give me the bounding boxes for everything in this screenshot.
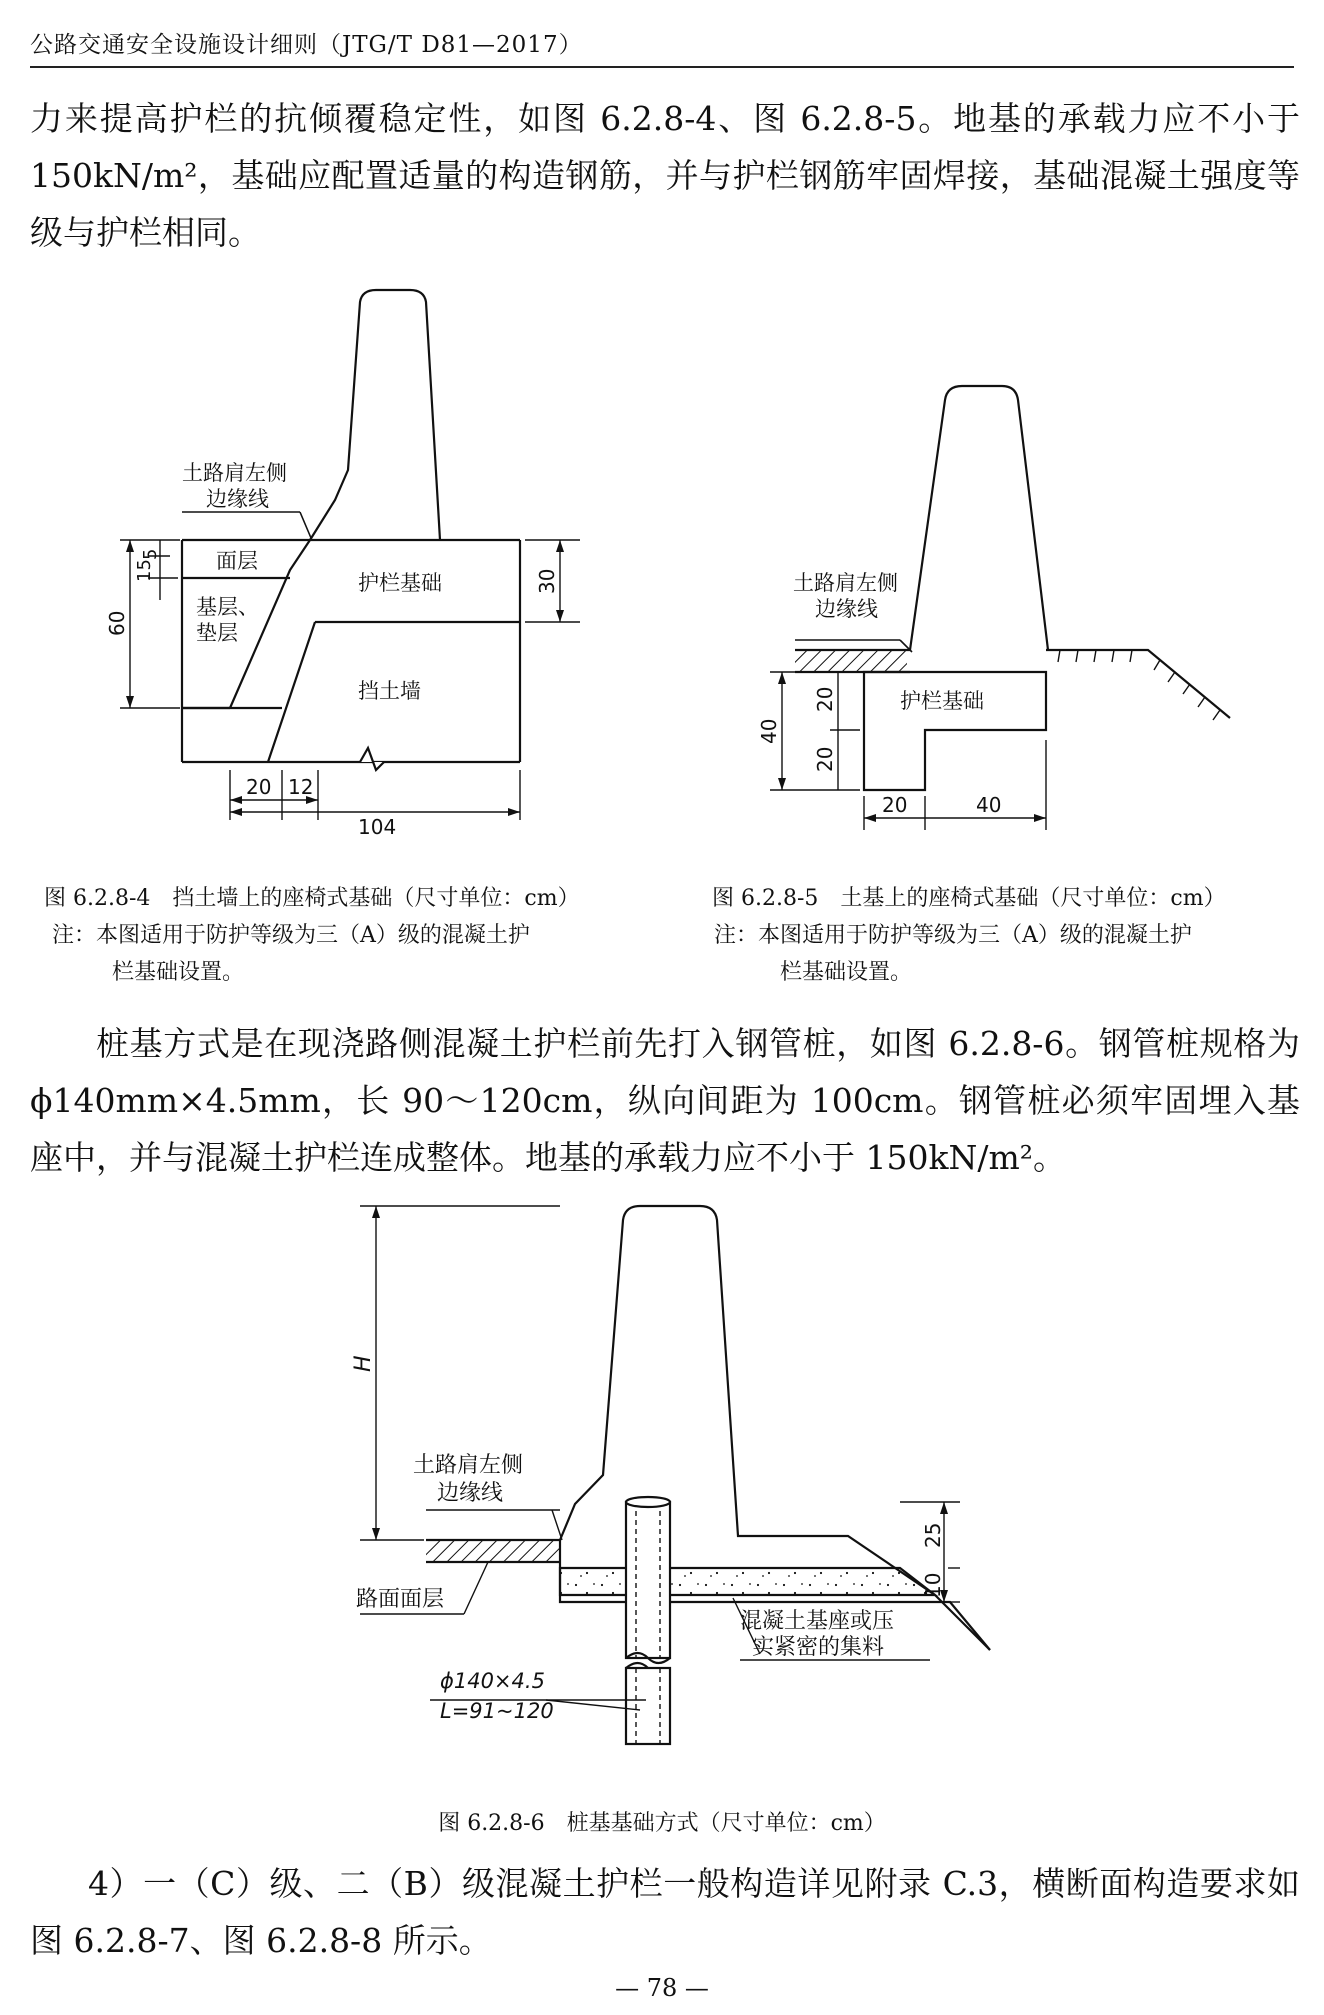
fig5-dim-40b: 40 [976,793,1002,817]
fig6-pavement-label: 路面面层 [356,1587,445,1612]
fig4-dim-15: 15 [134,559,155,582]
fig4-note-1: 注：本图适用于防护等级为三（A）级的混凝土护 [52,923,530,948]
fig6-pipe-spec-2: L=91~120 [440,1699,554,1723]
fig4-note-2: 栏基础设置。 [112,960,245,985]
fig5-dim-20c: 20 [882,793,908,817]
paragraph-2: 桩基方式是在现浇路侧混凝土护栏前先打入钢管桩，如图 6.2.8-6。钢管桩规格为 ϕ140mm×4.5mm，长 90～120cm，纵向间距为 100cm。钢管桩必须牢固埋入基座中，并与混凝土护栏连成整体。地基的承载力应不小于 150kN/m²。 [30,1024,1300,1177]
fig4-dim-5: 5 [140,548,161,560]
fig5-caption: 图 6.2.8-5 土基上的座椅式基础（尺寸单位：cm） [712,886,1226,911]
fig5-foundation-label: 护栏基础 [900,689,984,713]
fig4-dim-30: 30 [535,568,559,594]
fig5-shoulder-label-1: 土路肩左侧 [793,571,898,595]
fig6-base-label-2: 实紧密的集料 [752,1635,885,1660]
fig6-shoulder-label-1: 土路肩左侧 [413,1453,524,1478]
page-number: — 78 — [615,1974,709,2002]
fig5-note-1: 注：本图适用于防护等级为三（A）级的混凝土护 [714,923,1192,948]
fig4-dim-104: 104 [358,815,397,839]
paragraph-3: 4）一（C）级、二（B）级混凝土护栏一般构造详见附录 C.3，横断面构造要求如图 6.2.8-7、图 6.2.8-8 所示。 [30,1864,1300,1960]
fig4-shoulder-label-1: 土路肩左侧 [182,461,287,485]
fig5-dim-40: 40 [757,718,781,744]
fig4-base-label-2: 垫层 [196,621,238,645]
fig4-dim-20: 20 [246,775,272,799]
fig5-dim-20a: 20 [813,686,837,712]
fig5-dim-20b: 20 [813,746,837,772]
fig4-shoulder-label-2: 边缘线 [206,487,269,511]
fig6-dim-25: 25 [921,1522,945,1548]
fig6-dim-10: 10 [921,1572,945,1598]
paragraph-1: 力来提高护栏的抗倾覆稳定性，如图 6.2.8-4、图 6.2.8-5。地基的承载力应不小于 150kN/m²，基础应配置适量的构造钢筋，并与护栏钢筋牢固焊接，基础混凝土强度等级与护栏相同。 [30,99,1300,252]
fig4-dim-12: 12 [288,775,314,799]
running-header: 公路交通安全设施设计细则（JTG/T D81—2017） [30,32,583,58]
fig4-dim-60: 60 [105,610,129,636]
fig4-caption: 图 6.2.8-4 挡土墙上的座椅式基础（尺寸单位：cm） [44,886,580,911]
fig5-shoulder-label-2: 边缘线 [815,597,878,621]
fig6-shoulder-label-2: 边缘线 [437,1481,504,1506]
fig6-base-label-1: 混凝土基座或压 [740,1609,895,1634]
fig6-caption: 图 6.2.8-6 桩基基础方式（尺寸单位：cm） [438,1811,886,1836]
fig4-base-label-1: 基层、 [196,595,259,619]
fig4-foundation-label: 护栏基础 [358,571,442,595]
fig5-note-2: 栏基础设置。 [780,960,913,985]
fig4-wall-label: 挡土墙 [358,679,421,703]
fig6-H-label: H [351,1355,376,1372]
fig6-pipe-spec-1: ϕ140×4.5 [440,1669,545,1693]
fig4-surface-label: 面层 [216,549,258,573]
